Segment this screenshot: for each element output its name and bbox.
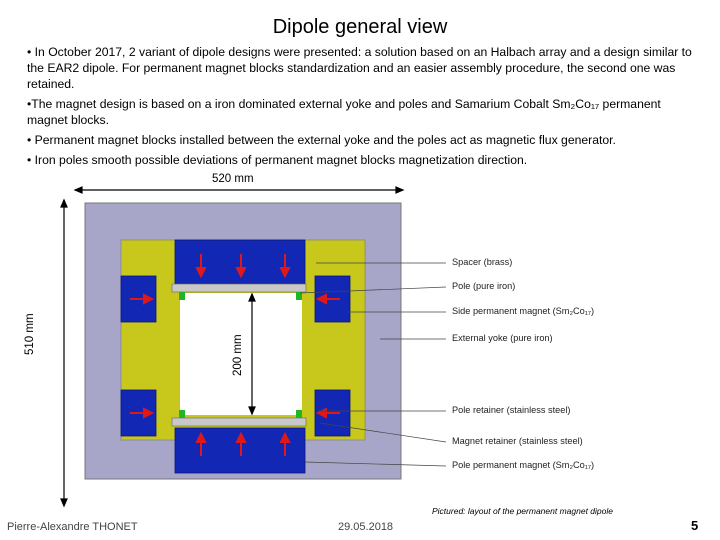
gap-dimension-label: 200 mm [232,334,244,376]
bullet-2: •The magnet design is based on a iron dominated external yoke and poles and Samarium Cobalt Sm₂Co₁₇ permanent magnet blocks. [27,97,661,127]
width-dimension-label: 520 mm [212,173,254,185]
magnet-retainer-top [172,284,306,292]
bullet-4: • Iron poles smooth possible deviations of permanent magnet blocks magnetization direction. [27,153,528,167]
callout-pole-retainer: Pole retainer (stainless steel) [452,405,571,415]
height-dimension-label: 510 mm [24,313,36,355]
bullet-1: • In October 2017, 2 variant of dipole designs were presented: a solution based on an Halbach array and a design similar to the EAR2 dipole. For permanent magnet blocks standardization and an easier assembly procedure, the second one was retained. [27,45,692,91]
callout-magnet-retainer: Magnet retainer (stainless steel) [452,436,583,446]
spacer-bottom-left [179,410,185,418]
magnet-retainer-bottom [172,418,306,426]
bullet-3: • Permanent magnet blocks installed between the external yoke and the poles act as magnetic flux generator. [27,133,616,147]
spacer-bottom-right [296,410,302,418]
footer-date: 29.05.2018 [338,521,394,533]
callout-side-magnet: Side permanent magnet (Sm₂Co₁₇) [452,306,595,316]
footer-author: Pierre-Alexandre THONET [7,521,138,533]
callout-spacer: Spacer (brass) [452,257,513,267]
callout-pole: Pole (pure iron) [452,281,516,291]
callout-external-yoke: External yoke (pure iron) [452,333,553,343]
figure-caption: Pictured: layout of the permanent magnet dipole [432,506,613,516]
page-number: 5 [691,518,699,533]
slide-title: Dipole general view [272,16,448,38]
spacer-top-left [179,292,185,300]
callout-pole-magnet: Pole permanent magnet (Sm₂Co₁₇) [452,460,595,470]
